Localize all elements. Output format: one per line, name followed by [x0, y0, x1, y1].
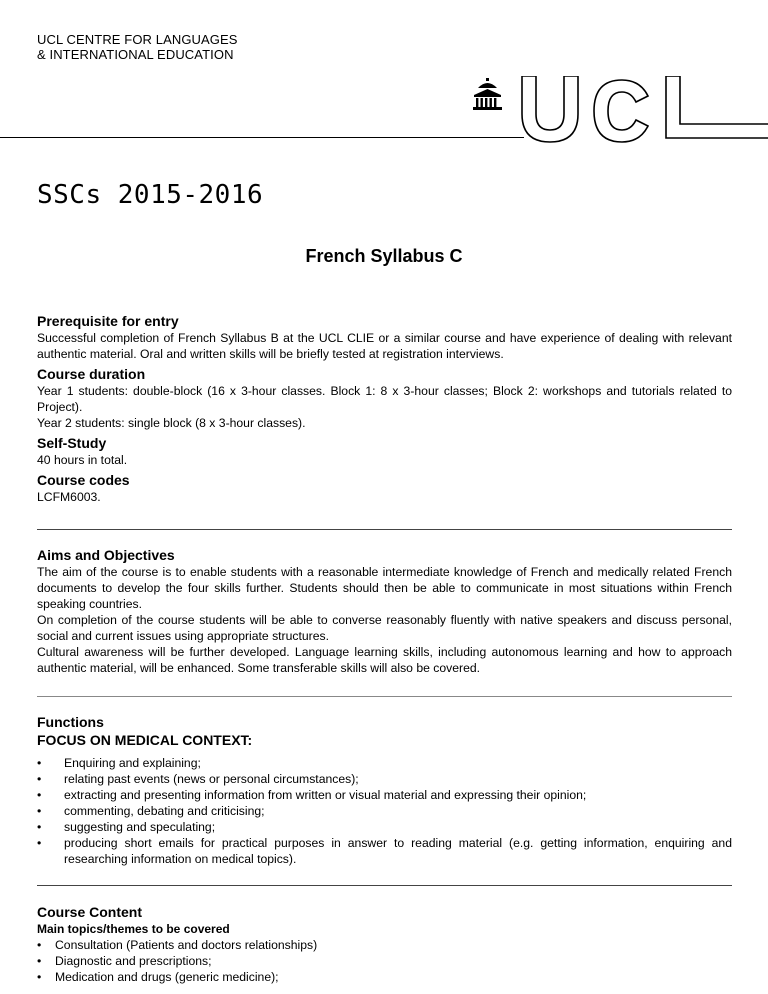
syllabus-body	[37, 312, 732, 985]
list-item: • Medication and drugs (generic medicine);	[37, 969, 732, 985]
aims-paragraph-1: The aim of the course is to enable students with a reasonable intermediate knowledge of French and medically related French documents to develop the four skills further. Students should then be able to communicate in most situations within French speaking countries.	[37, 565, 732, 611]
header-divider	[0, 137, 524, 138]
duration-heading: Course duration	[37, 366, 146, 382]
ucl-logo	[470, 76, 768, 146]
functions-focus-heading: FOCUS ON MEDICAL CONTEXT:	[37, 732, 253, 748]
course-content-heading: Course Content	[37, 904, 142, 920]
divider	[37, 885, 732, 886]
portico-icon	[473, 78, 502, 110]
aims-heading: Aims and Objectives	[37, 547, 175, 563]
course-codes-text: LCFM6003.	[37, 490, 101, 504]
list-item: • extracting and presenting information from written or visual material and expressing their opinion;	[37, 787, 732, 803]
list-item: • Consultation (Patients and doctors relationships)	[37, 937, 732, 953]
org-name	[37, 32, 238, 62]
org-name-line-2: & INTERNATIONAL EDUCATION	[37, 47, 234, 62]
functions-heading: Functions	[37, 714, 104, 730]
list-item: • commenting, debating and criticising;	[37, 803, 732, 819]
divider	[37, 696, 732, 697]
prerequisite-heading: Prerequisite for entry	[37, 313, 179, 329]
list-item: • producing short emails for practical purposes in answer to reading material (e.g. getting information, enquiring and researching information on medical topics).	[37, 835, 732, 867]
ucl-wordmark	[522, 76, 768, 142]
list-item: • relating past events (news or personal circumstances);	[37, 771, 732, 787]
topics-subheading: Main topics/themes to be covered	[37, 922, 230, 936]
ssc-title: SSCs 2015-2016	[37, 180, 264, 210]
prerequisite-text: Successful completion of French Syllabus B at the UCL CLIE or a similar course and have experience of dealing with relevant authentic material. Oral and written skills will be briefly tested at registration interviews.	[37, 331, 732, 361]
logo-text: UCL	[470, 76, 473, 77]
self-study-text: 40 hours in total.	[37, 453, 128, 467]
org-name-line-1: UCL CENTRE FOR LANGUAGES	[37, 32, 238, 47]
self-study-heading: Self-Study	[37, 435, 107, 451]
functions-list	[37, 755, 732, 867]
course-title: French Syllabus C	[305, 246, 463, 266]
course-codes-heading: Course codes	[37, 472, 130, 488]
list-item: • suggesting and speculating;	[37, 819, 732, 835]
divider	[37, 529, 732, 530]
topics-list	[37, 937, 732, 985]
duration-line-2: Year 2 students: single block (8 x 3-hour classes).	[37, 416, 306, 430]
list-item: • Enquiring and explaining;	[37, 755, 732, 771]
aims-paragraph-3: Cultural awareness will be further developed. Language learning skills, including autonomous learning and how to approach authentic material, will be enhanced. Some transferable skills will also be covered.	[37, 645, 732, 675]
aims-paragraph-2: On completion of the course students will be able to converse reasonably fluently with native speakers and discuss personal, social and current issues using appropriate structures.	[37, 613, 732, 643]
duration-line-1: Year 1 students: double-block (16 x 3-hour classes. Block 1: 8 x 3-hour classes; Block 2: workshops and tutorials related to Project).	[37, 384, 732, 414]
list-item: • Diagnostic and prescriptions;	[37, 953, 732, 969]
